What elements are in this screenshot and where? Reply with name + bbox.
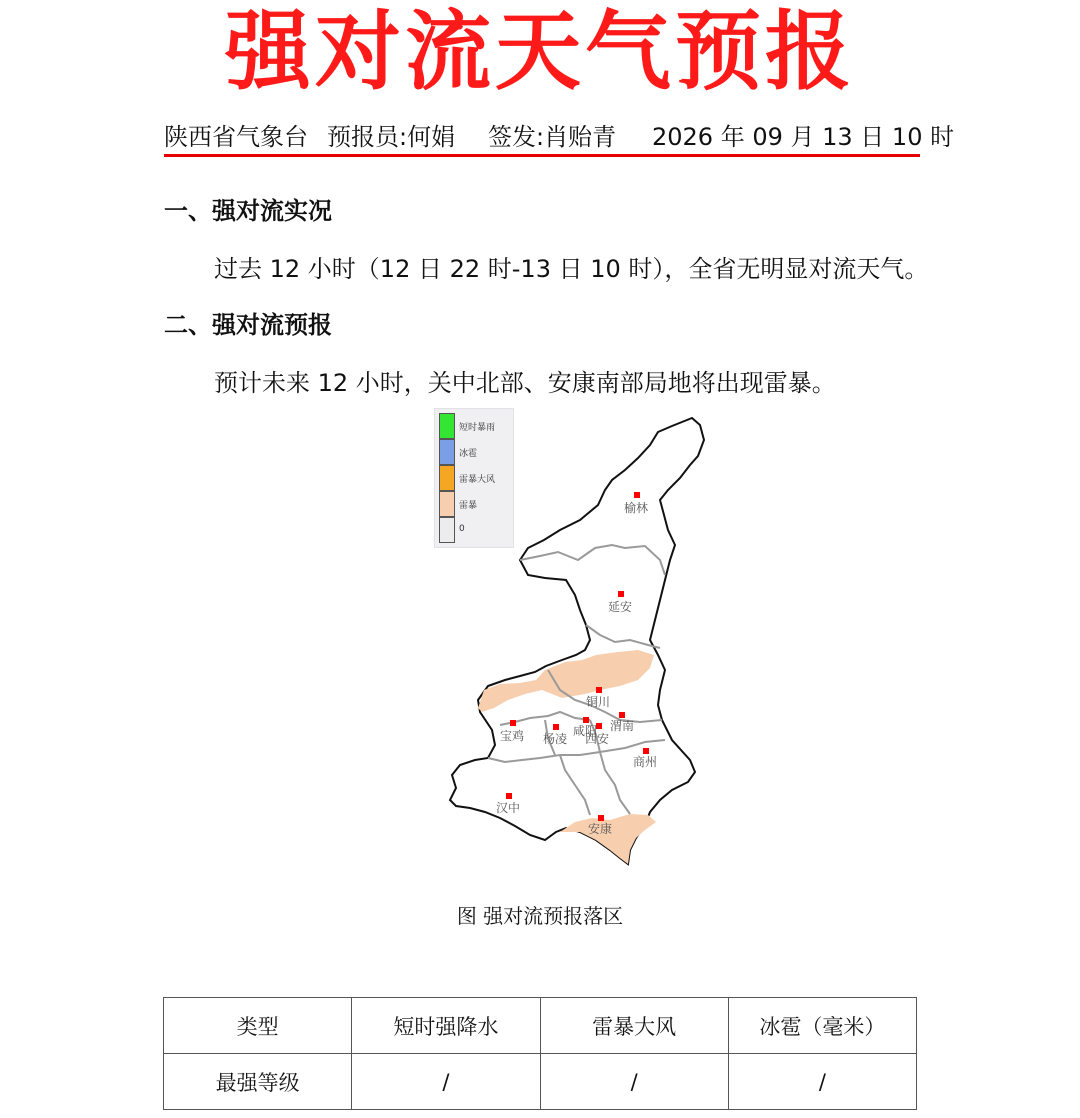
city-label-tongchuan: 铜川 (586, 695, 611, 709)
table-header-cell: 短时强降水 (352, 998, 540, 1054)
legend-item-none (439, 517, 513, 543)
header-divider (164, 154, 920, 157)
issuer-name: 陕西省气象台 (164, 123, 308, 151)
legend-swatch-gray (439, 517, 455, 543)
city-marker-baoji (510, 720, 516, 726)
city-marker-yangling (553, 724, 559, 730)
city-marker-tongchuan (596, 687, 602, 693)
legend-label: 短时暴雨 (459, 423, 496, 433)
table-row (164, 1054, 917, 1110)
table-cell: / (728, 1054, 916, 1110)
city-label-shangzhou: 商州 (633, 755, 658, 769)
legend-item-thunderstorm-gale (439, 465, 513, 491)
signer-name: 签发:肖贻青 (488, 123, 617, 151)
legend-swatch-blue (439, 439, 455, 465)
city-label-weinan: 渭南 (610, 719, 635, 733)
legend-item-short-heavy-rain (439, 413, 513, 439)
city-marker-yanan (618, 591, 624, 597)
city-label-ankang: 安康 (588, 822, 613, 836)
city-label-baoji: 宝鸡 (500, 729, 525, 743)
table-cell: 最强等级 (164, 1054, 352, 1110)
city-marker-hanzhong (506, 793, 512, 799)
city-label-yulin: 榆林 (624, 501, 649, 515)
legend-swatch-green (439, 413, 455, 439)
city-marker-xianyang (583, 717, 589, 723)
document-title: 强对流天气预报 (225, 2, 855, 102)
legend-label: 0 (459, 524, 465, 534)
issuer-info-row (164, 120, 955, 154)
city-label-yanan: 延安 (608, 600, 633, 614)
table-header-row (164, 998, 917, 1054)
city-marker-weinan (619, 712, 625, 718)
legend-swatch-peach (439, 491, 455, 517)
city-marker-yulin (634, 492, 640, 498)
legend-label: 雷暴 (459, 501, 478, 511)
issue-datetime: 2026 年 09 月 13 日 10 时 (652, 123, 955, 151)
table-header-cell: 类型 (164, 998, 352, 1054)
map-caption: 图 强对流预报落区 (456, 904, 624, 928)
legend-item-thunderstorm (439, 491, 513, 517)
legend-swatch-orange (439, 465, 455, 491)
table-cell: / (352, 1054, 540, 1110)
city-marker-ankang (598, 815, 604, 821)
severity-table (163, 997, 917, 1110)
legend-label: 冰雹 (459, 449, 478, 459)
forecast-text: 预计未来 12 小时，关中北部、安康南部局地将出现雷暴。 (214, 369, 836, 397)
table-header-cell: 雷暴大风 (540, 998, 728, 1054)
city-marker-shangzhou (643, 748, 649, 754)
legend-item-hail (439, 439, 513, 465)
map-legend (434, 408, 514, 548)
city-label-xian: 西安 (585, 732, 610, 746)
city-label-yangling: 杨凌 (543, 732, 568, 746)
table-header-cell: 冰雹（毫米） (728, 998, 916, 1054)
city-label-hanzhong: 汉中 (496, 801, 521, 815)
city-label-xianyang: 咸阳 (573, 724, 598, 738)
legend-label: 雷暴大风 (459, 475, 496, 485)
section-heading-forecast: 二、强对流预报 (164, 311, 332, 339)
observation-text: 过去 12 小时（12 日 22 时-13 日 10 时），全省无明显对流天气。 (214, 255, 929, 283)
section-heading-observation: 一、强对流实况 (164, 197, 332, 225)
forecaster-name: 预报员:何娟 (327, 123, 456, 151)
table-cell: / (540, 1054, 728, 1110)
